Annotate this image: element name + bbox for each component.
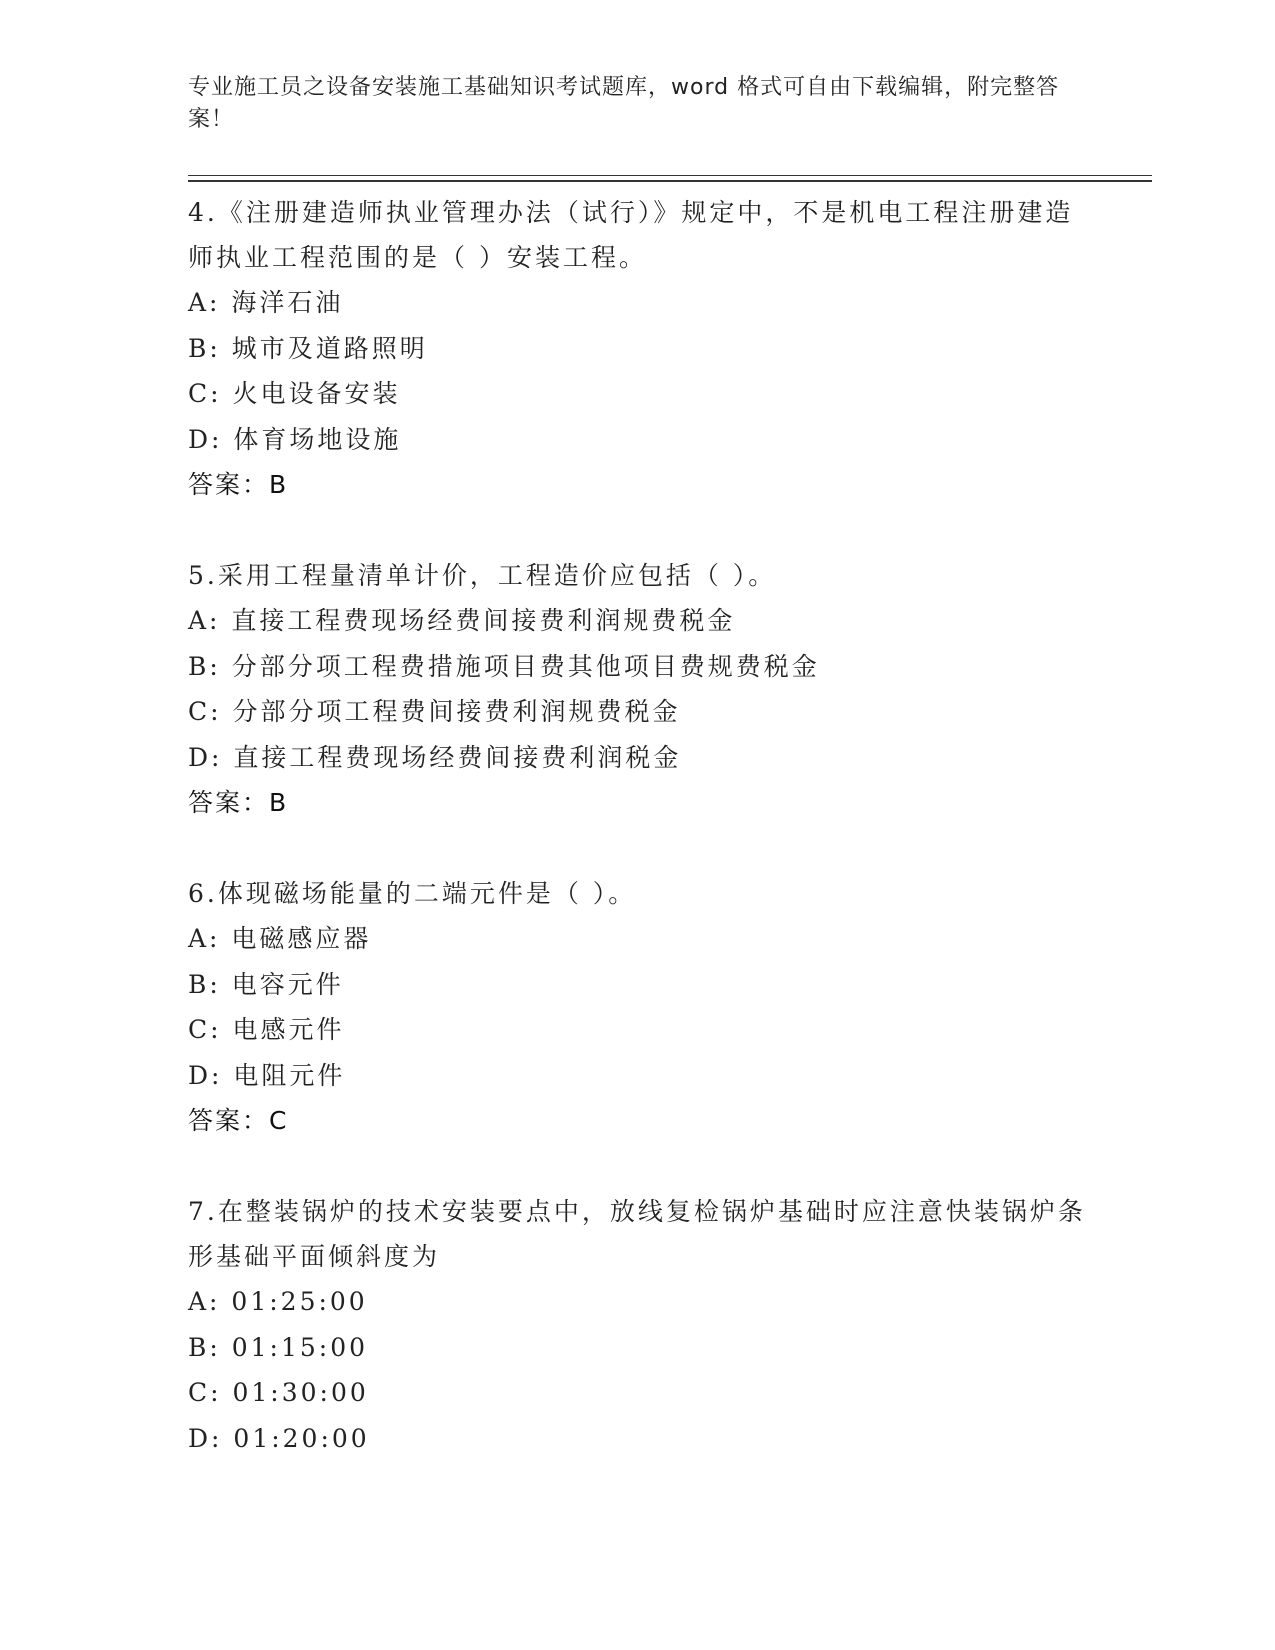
question-text: 6.体现磁场能量的二端元件是（ ）。 [188, 879, 637, 908]
header-divider-thin [188, 175, 1152, 176]
option-c: C: 电感元件 [188, 1015, 345, 1044]
question-text: 7.在整装锅炉的技术安装要点中，放线复检锅炉基础时应注意快装锅炉条形基础平面倾斜度为 [188, 1197, 1086, 1271]
option-b: B: 分部分项工程费措施项目费其他项目费规费税金 [188, 651, 820, 681]
option-a: A: 01:25:00 [188, 1287, 368, 1316]
option-a: A: 海洋石油 [188, 288, 344, 317]
option-b: B: 城市及道路照明 [188, 333, 428, 363]
question-text: 5.采用工程量清单计价，工程造价应包括（ ）。 [188, 561, 777, 590]
question-text: 4.《注册建造师执业管理办法（试行）》规定中，不是机电工程注册建造师执业工程范围的是（ ）安装工程。 [188, 198, 1074, 272]
answer: 答案：B [188, 470, 289, 499]
answer: 答案：B [188, 788, 289, 817]
option-d: D: 01:20:00 [188, 1423, 370, 1453]
option-d: D: 体育场地设施 [188, 424, 402, 454]
question-5 [188, 553, 1088, 825]
option-d: D: 直接工程费现场经费间接费利润税金 [188, 742, 682, 772]
option-c: C: 分部分项工程费间接费利润规费税金 [188, 697, 681, 726]
option-b: B: 01:15:00 [188, 1332, 369, 1362]
option-b: B: 电容元件 [188, 969, 344, 999]
answer: 答案：C [188, 1106, 289, 1135]
question-list [188, 190, 1088, 1461]
question-6 [188, 871, 1088, 1143]
option-c: C: 01:30:00 [188, 1378, 369, 1407]
option-d: D: 电阻元件 [188, 1060, 346, 1090]
document-header: 专业施工员之设备安装施工基础知识考试题库，word 格式可自由下载编辑，附完整答案！ [188, 75, 1060, 132]
question-7 [188, 1189, 1088, 1461]
header-divider-thick [188, 180, 1152, 182]
option-a: A: 电磁感应器 [188, 924, 372, 953]
option-a: A: 直接工程费现场经费间接费利润规费税金 [188, 606, 736, 635]
question-4 [188, 190, 1088, 507]
option-c: C: 火电设备安装 [188, 379, 401, 408]
